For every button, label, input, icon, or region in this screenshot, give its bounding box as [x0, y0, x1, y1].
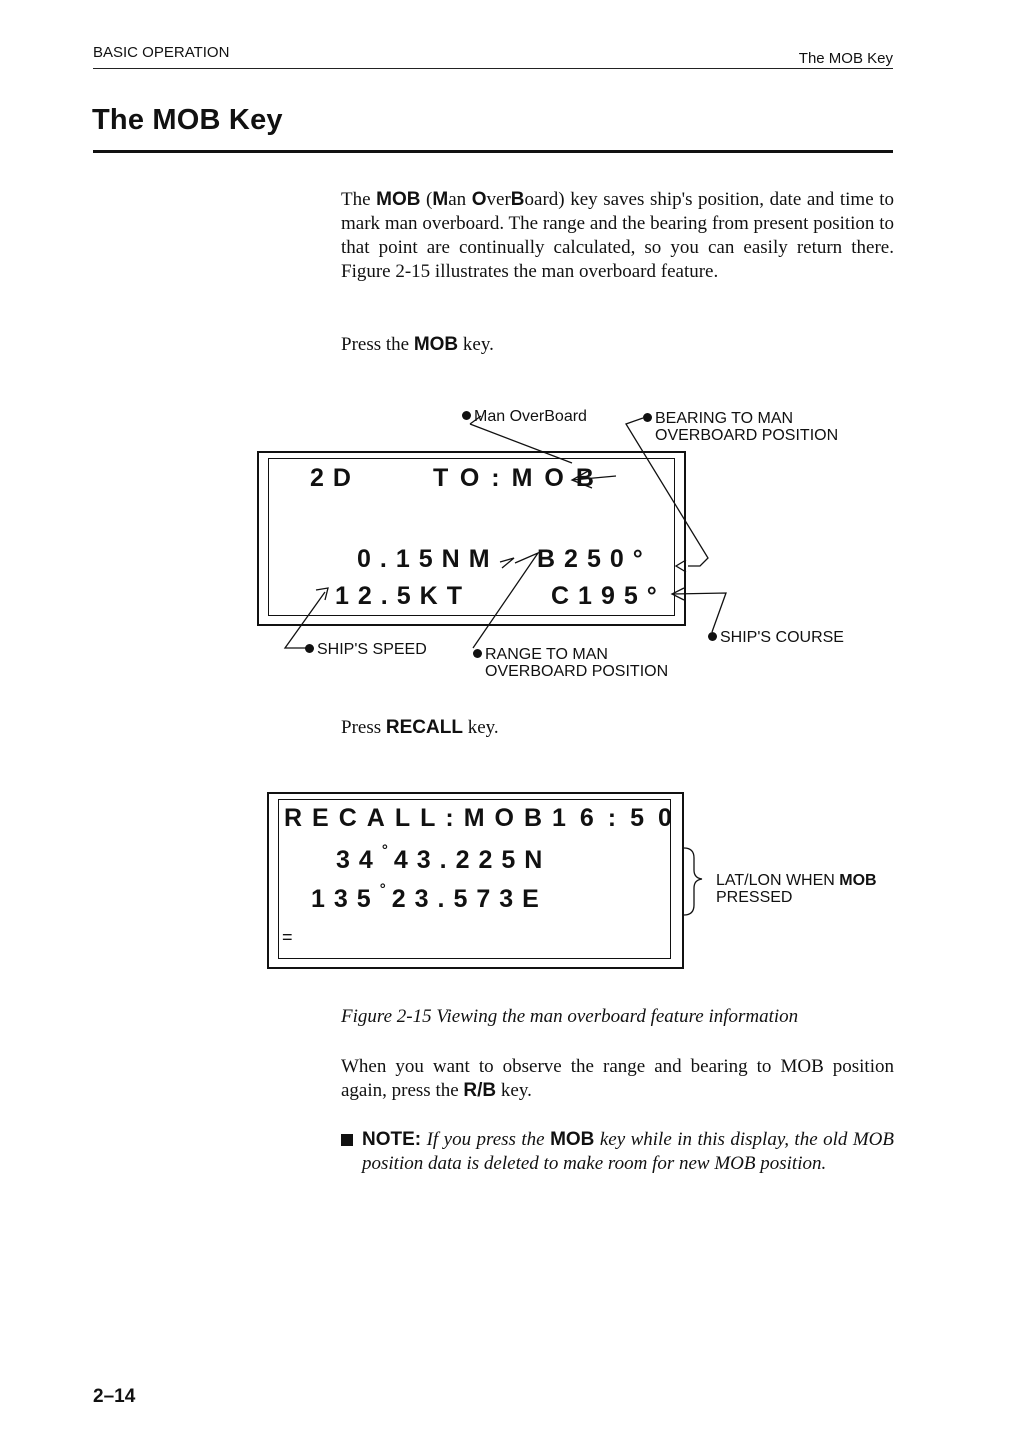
- figure-caption: Figure 2-15 Viewing the man overboard feature information: [341, 1006, 799, 1027]
- course-readout: C195°: [551, 582, 666, 610]
- arrow-speed: [316, 588, 328, 600]
- leader-man-overboard-tick: [470, 416, 481, 424]
- latlon-brace: [684, 848, 702, 915]
- note-text: NOTE: If you press the MOB key while in this display, the old MOB position data is deleted to make room for new MOB position.: [362, 1129, 894, 1174]
- page-number: 2–14: [93, 1386, 136, 1407]
- press-recall-instruction: Press RECALL key.: [341, 717, 499, 738]
- destination-readout: TO:MOB: [433, 464, 606, 492]
- recall-time-readout: 16:50: [552, 804, 686, 832]
- arrow-bearing: [676, 560, 686, 572]
- lcd-cursor: =: [282, 927, 293, 947]
- arrow-to-mob: [572, 470, 616, 488]
- range-readout: 0.15NM: [357, 545, 499, 573]
- mob-keyword: MOB: [376, 189, 421, 210]
- leader-bearing: [626, 418, 708, 566]
- running-header-section: BASIC OPERATION: [93, 44, 230, 61]
- latlon-label: LAT/LON WHEN MOB PRESSED: [716, 872, 877, 906]
- rb-paragraph: When you want to observe the range and bearing to MOB position again, press the R/B key.: [341, 1056, 894, 1101]
- ships-course-label: SHIP'S COURSE: [708, 629, 844, 646]
- bearing-label: BEARING TO MAN OVERBOARD POSITION: [643, 410, 838, 444]
- longitude-readout: 135° 23.573E: [311, 881, 548, 913]
- leader-man-overboard: [470, 424, 572, 463]
- latitude-readout: 34° 43.225N: [336, 842, 552, 874]
- leader-range: [473, 553, 538, 648]
- speed-readout: 12.5KT: [335, 582, 471, 610]
- arrow-range: [500, 558, 514, 568]
- leader-speed: [285, 592, 325, 648]
- ships-speed-label: SHIP'S SPEED: [305, 641, 427, 658]
- intro-paragraph: The MOB (Man OverBoard) key saves ship's position, date and time to mark man overboard. The range and the bearing from present position to that point are continually calculated, so you can easily return there. Figure 2-15 illustrates the man overboard feature.: [341, 189, 895, 282]
- bearing-readout: B250°: [537, 545, 652, 573]
- man-overboard-label: Man OverBoard: [462, 408, 587, 425]
- recall-mob-readout: RECALL:MOB: [284, 804, 553, 832]
- note-bullet: [341, 1134, 353, 1146]
- note-block: [341, 1128, 894, 1176]
- running-header-topic: The MOB Key: [798, 50, 893, 67]
- fix-mode-readout: 2D: [310, 464, 360, 492]
- page-title: The MOB Key: [92, 104, 283, 136]
- range-label: RANGE TO MAN OVERBOARD POSITION: [473, 646, 668, 680]
- press-mob-instruction: Press the MOB key.: [341, 334, 494, 355]
